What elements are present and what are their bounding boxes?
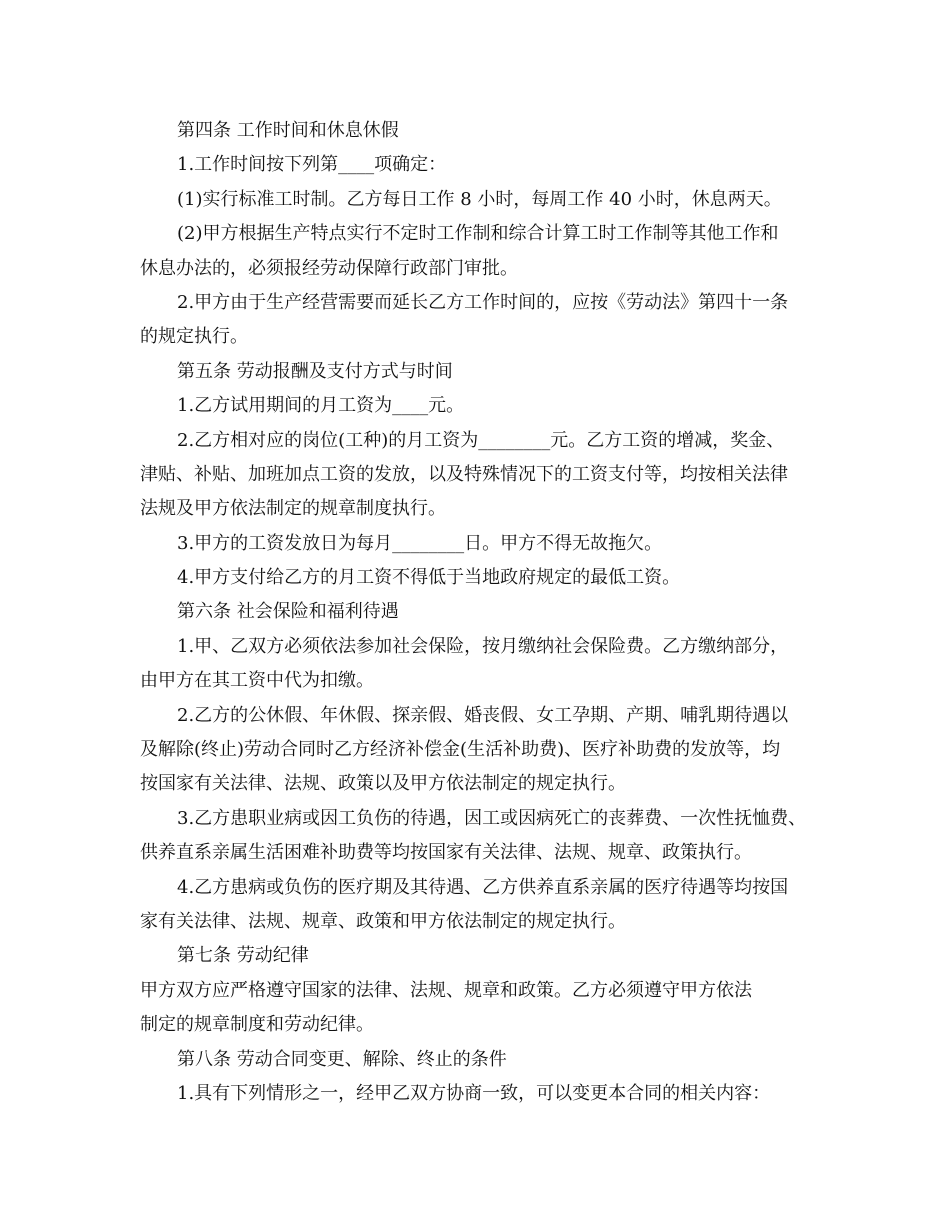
- paragraph-line: 的规定执行。: [140, 326, 248, 348]
- paragraph-line: 1.甲、乙双方必须依法参加社会保险，按月缴纳社会保险费。乙方缴纳部分，: [177, 635, 789, 657]
- paragraph-line: 1.乙方试用期间的月工资为____元。: [177, 395, 465, 417]
- paragraph-line: 供养直系亲属生活困难补助费等均按国家有关法律、法规、规章、政策执行。: [140, 842, 752, 864]
- paragraph-line: 甲方双方应严格遵守国家的法律、法规、规章和政策。乙方必须遵守甲方依法: [140, 979, 752, 1001]
- heading-article-5: 第五条 劳动报酬及支付方式与时间: [177, 360, 453, 382]
- heading-article-8: 第八条 劳动合同变更、解除、终止的条件: [177, 1048, 507, 1070]
- paragraph-line: 4.乙方患病或负伤的医疗期及其待遇、乙方供养直系亲属的医疗待遇等均按国: [177, 876, 789, 898]
- document-body: [140, 114, 820, 1111]
- heading-article-6: 第六条 社会保险和福利待遇: [177, 601, 399, 623]
- paragraph-line: 家有关法律、法规、规章、政策和甲方依法制定的规定执行。: [140, 910, 626, 932]
- paragraph-line: 由甲方在其工资中代为扣缴。: [140, 670, 374, 692]
- heading-article-7: 第七条 劳动纪律: [177, 945, 309, 967]
- paragraph-line: (1)实行标准工时制。乙方每日工作 8 小时，每周工作 40 小时，休息两天。: [177, 188, 782, 210]
- paragraph-line: 1.工作时间按下列第____项确定：: [177, 154, 447, 176]
- paragraph-line: 2.乙方相对应的岗位(工种)的月工资为________元。乙方工资的增减，奖金、: [177, 429, 785, 451]
- heading-article-4: 第四条 工作时间和休息休假: [177, 120, 399, 141]
- paragraph-line: 3.乙方患职业病或因工负伤的待遇，因工或因病死亡的丧葬费、一次性抚恤费、: [177, 807, 807, 829]
- paragraph-line: 按国家有关法律、法规、政策以及甲方依法制定的规定执行。: [140, 773, 626, 795]
- paragraph-line: (2)甲方根据生产特点实行不定时工作制和综合计算工时工作制等其他工作和: [177, 223, 779, 245]
- paragraph-line: 2.乙方的公休假、年休假、探亲假、婚丧假、女工孕期、产期、哺乳期待遇以: [177, 704, 789, 726]
- paragraph-line: 制定的规章制度和劳动纪律。: [140, 1014, 374, 1036]
- paragraph-line: 津贴、补贴、加班加点工资的发放，以及特殊情况下的工资支付等，均按相关法律: [140, 463, 788, 485]
- paragraph-line: 休息办法的，必须报经劳动保障行政部门审批。: [140, 257, 518, 279]
- paragraph-line: 1.具有下列情形之一，经甲乙双方协商一致，可以变更本合同的相关内容：: [177, 1082, 771, 1104]
- paragraph-line: 2.甲方由于生产经营需要而延长乙方工作时间的，应按《劳动法》第四十一条: [177, 291, 789, 313]
- paragraph-line: 及解除(终止)劳动合同时乙方经济补偿金(生活补助费)、医疗补助费的发放等，均: [140, 739, 781, 761]
- paragraph-line: 4.甲方支付给乙方的月工资不得低于当地政府规定的最低工资。: [177, 567, 681, 589]
- paragraph-line: 3.甲方的工资发放日为每月________日。甲方不得无故拖欠。: [177, 532, 663, 554]
- paragraph-line: 法规及甲方依法制定的规章制度执行。: [140, 498, 446, 520]
